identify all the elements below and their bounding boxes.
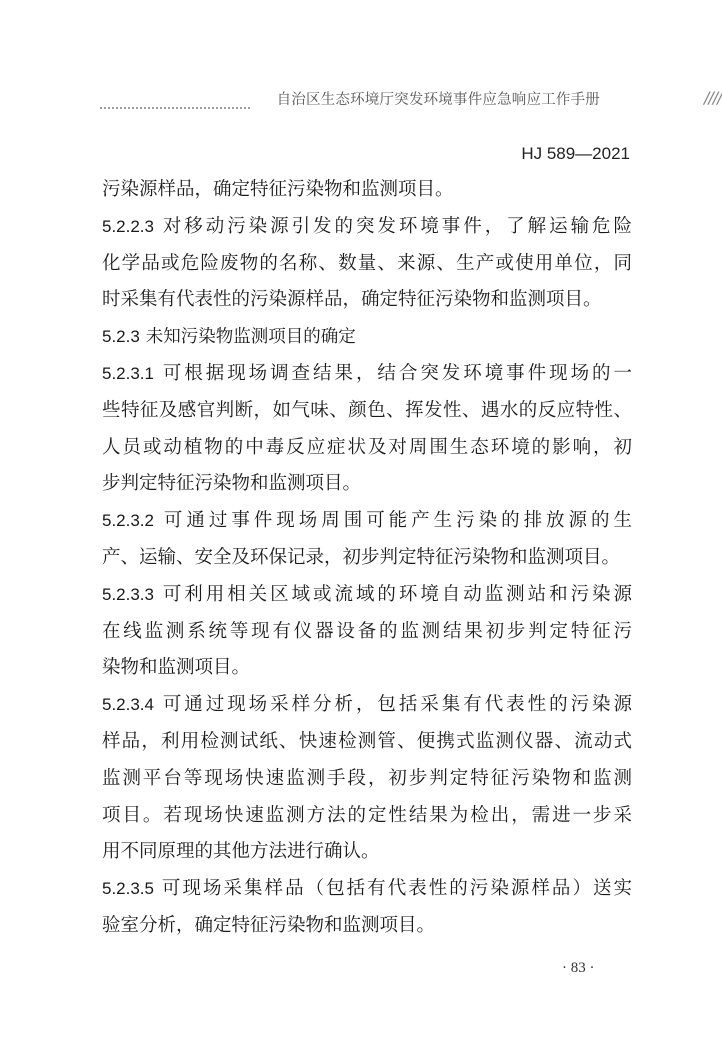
heading-text: 未知污染物监测项目的确定: [145, 327, 356, 348]
text-line: 人员或动植物的中毒反应症状及对周围生态环境的影响，初: [102, 436, 632, 458]
text-line: 用不同原理的其他方法进行确认。: [102, 841, 380, 863]
clause-number: 5.2.3.1: [102, 363, 154, 383]
text-line: 在线监测系统等现有仪器设备的监测结果初步判定特征污: [102, 620, 632, 642]
clause-number: 5.2.3.2: [102, 511, 154, 531]
clause-text: 可通过现场采样分析，包括采集有代表性的污染源: [162, 694, 632, 716]
text-line: 验室分析，确定特征污染物和监测项目。: [102, 914, 436, 936]
clause-text: 对移动污染源引发的突发环境事件，了解运输危险: [162, 215, 632, 237]
clause-5-2-3-3: [102, 577, 632, 614]
clause-text: 可通过事件现场周围可能产生污染的排放源的生: [163, 510, 632, 532]
page-number: · 83 ·: [562, 960, 595, 976]
standard-code: HJ 589—2021: [521, 144, 630, 163]
text-line: 项目。若现场快速监测方法的定性结果为检出，需进一步采: [102, 804, 632, 826]
page-body: [102, 172, 632, 945]
clause-text: 可现场采集样品（包括有代表性的污染源样品）送实: [161, 878, 632, 900]
section-heading-5-2-3: [102, 319, 632, 356]
clause-5-2-2-3: [102, 209, 632, 246]
clause-number: 5.2.2.3: [102, 216, 154, 236]
clause-number: 5.2.3.5: [102, 879, 154, 899]
header-title: 自治区生态环境厅突发环境事件应急响应工作手册: [276, 92, 600, 108]
clause-5-2-3-2: [102, 503, 632, 540]
text-line: 时采集有代表性的污染源样品，确定特征污染物和监测项目。: [102, 289, 602, 311]
text-line: 产、运输、安全及环保记录，初步判定特征污染物和监测项目。: [102, 546, 621, 568]
clause-5-2-3-5: [102, 871, 632, 908]
text-line: 步判定特征污染物和监测项目。: [102, 473, 362, 495]
text-line: 些特征及感官判断，如气味、颜色、挥发性、遇水的反应特性、: [102, 399, 632, 421]
text-line: 污染源样品，确定特征污染物和监测项目。: [102, 179, 454, 200]
header-dotted-rule: [100, 107, 250, 109]
clause-text: 可根据现场调查结果，结合突发环境事件现场的一: [162, 362, 632, 384]
clause-5-2-3-4: [102, 687, 632, 724]
clause-text: 可利用相关区域或流域的环境自动监测站和污染源: [162, 583, 632, 605]
running-header: [100, 84, 722, 112]
clause-5-2-3-1: [102, 356, 632, 393]
text-line: 染物和监测项目。: [102, 657, 251, 679]
heading-number: 5.2.3: [102, 327, 140, 347]
text-line: 样品，利用检测试纸、快速检测管、便携式监测仪器、流动式: [102, 730, 632, 752]
clause-number: 5.2.3.4: [102, 695, 154, 715]
clause-number: 5.2.3.3: [102, 584, 154, 604]
header-slash-decoration: ////: [704, 88, 722, 107]
text-line: 监测平台等现场快速监测手段，初步判定特征污染物和监测: [102, 767, 632, 789]
text-line: 化学品或危险废物的名称、数量、来源、生产或使用单位，同: [102, 252, 632, 274]
